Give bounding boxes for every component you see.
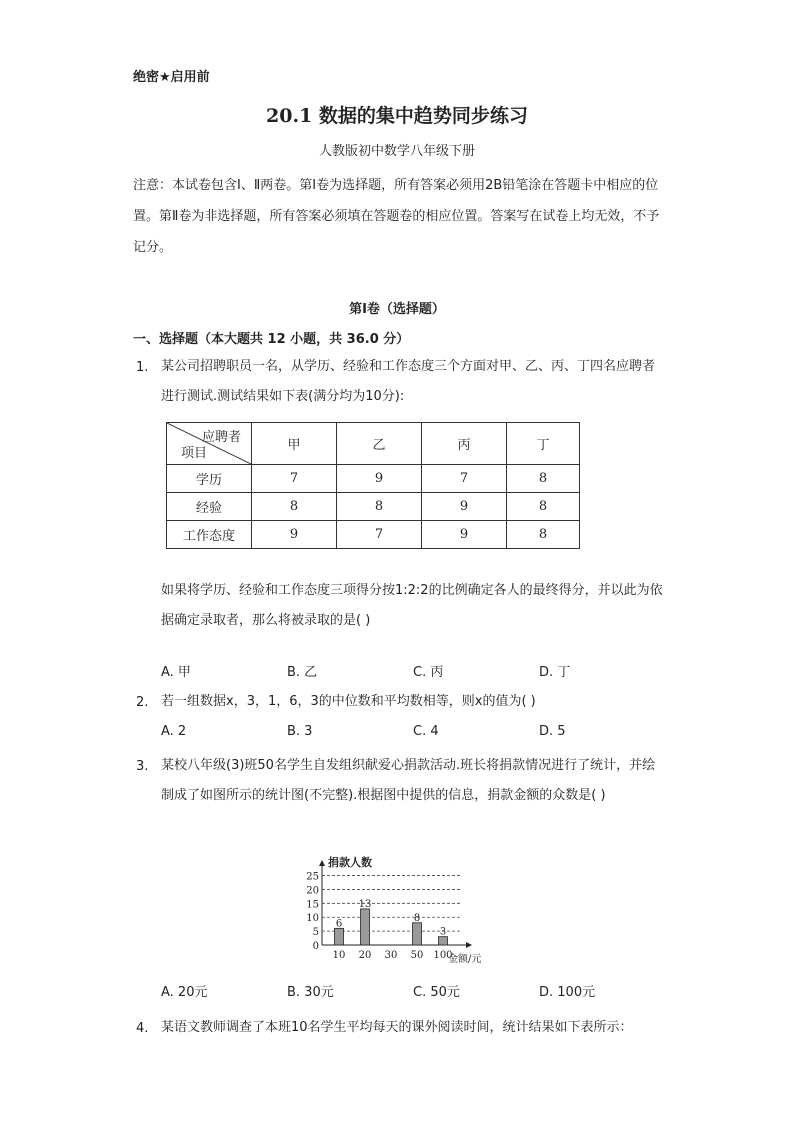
data-label: 13 (358, 898, 372, 910)
table-header: 丙 (422, 423, 507, 465)
bar (439, 937, 448, 945)
table-cell: 7 (252, 465, 337, 493)
question-number: 4. (136, 1021, 149, 1036)
option-a[interactable]: A. 20元 (161, 985, 208, 1000)
table-row (167, 521, 580, 549)
option-c[interactable]: C. 丙 (413, 665, 444, 680)
question-text: 某公司招聘职员一名，从学历、经验和工作态度三个方面对甲、乙、丙、丁四名应聘者进行测试.测试结果如下表(满分均为10分): (161, 359, 656, 404)
table-cell: 8 (252, 493, 337, 521)
y-tick-label: 5 (312, 927, 319, 939)
option-a[interactable]: A. 2 (161, 724, 187, 739)
y-tick-label: 0 (312, 941, 319, 952)
table-header: 甲 (252, 423, 337, 465)
section-title: 第Ⅰ卷（选择题） (349, 302, 445, 317)
score-table (166, 422, 580, 549)
option-c[interactable]: C. 50元 (413, 985, 460, 1000)
x-tick-label: 100 (433, 950, 453, 961)
table-cell: 8 (507, 493, 580, 521)
table-row (167, 465, 580, 493)
data-label: 6 (335, 918, 343, 930)
table-cell: 8 (507, 521, 580, 549)
option-c[interactable]: C. 4 (413, 724, 439, 739)
table-header: 乙 (337, 423, 422, 465)
question-number: 2. (136, 695, 149, 710)
part-title: 一、选择题（本大题共 12 小题，共 36.0 分） (133, 332, 410, 347)
table-cell: 7 (337, 521, 422, 549)
bar (413, 923, 422, 945)
corner-bottom: 项目 (181, 446, 208, 461)
exam-note: 注意：本试卷包含Ⅰ、Ⅱ两卷。第Ⅰ卷为选择题，所有答案必须用2B铅笔涂在答题卡中相应的位置。第Ⅱ卷为非选择题，所有答案必须填在答题卷的相应位置。答案写在试卷上均无效，不予记分。 (133, 178, 660, 255)
option-b[interactable]: B. 3 (287, 724, 313, 739)
x-tick-label: 10 (332, 950, 346, 961)
option-d[interactable]: D. 100元 (539, 985, 596, 1000)
page-title: 20.1 数据的集中趋势同步练习 (266, 105, 528, 127)
bar (335, 928, 344, 945)
y-tick-label: 20 (306, 885, 319, 897)
row-label: 学历 (167, 465, 252, 493)
data-label: 8 (413, 912, 421, 924)
table-cell: 9 (337, 465, 422, 493)
table-cell: 8 (337, 493, 422, 521)
table-cell: 8 (507, 465, 580, 493)
question-text: 某校八年级(3)班50名学生自发组织献爱心捐款活动.班长将捐款情况进行了统计，并绘制成了如图所示的统计图(不完整).根据图中提供的信息，捐款金额的众数是( ) (161, 758, 656, 803)
table-cell: 9 (422, 521, 507, 549)
option-d[interactable]: D. 5 (539, 724, 566, 739)
y-tick-label: 10 (306, 913, 319, 925)
option-a[interactable]: A. 甲 (161, 665, 191, 680)
question-number: 3. (136, 759, 149, 774)
secret-label: 绝密★启用前 (133, 70, 210, 85)
page-subtitle: 人教版初中数学八年级下册 (318, 144, 475, 159)
x-axis-label: 金额/元 (448, 954, 482, 965)
y-tick-label: 15 (306, 899, 319, 911)
table-cell: 9 (422, 493, 507, 521)
table-cell: 7 (422, 465, 507, 493)
question-followup: 如果将学历、经验和工作态度三项得分按1:2:2的比例确定各人的最终得分，并以此为依据确定录取者，那么将被录取的是( ) (161, 583, 663, 628)
question-text: 若一组数据x，3，1，6，3的中位数和平均数相等，则x的值为( ) (161, 694, 536, 709)
question-number: 1. (136, 360, 149, 375)
y-axis-arrow (319, 860, 325, 866)
x-tick-label: 20 (358, 950, 372, 961)
table-row (167, 493, 580, 521)
option-b[interactable]: B. 乙 (287, 665, 318, 680)
score-table-wrapper (166, 422, 580, 549)
question-text: 某语文教师调查了本班10名学生平均每天的课外阅读时间，统计结果如下表所示： (161, 1020, 633, 1035)
donation-chart (296, 852, 496, 970)
table-cell: 9 (252, 521, 337, 549)
bar (361, 909, 370, 945)
table-corner (167, 423, 252, 465)
table-header: 丁 (507, 423, 580, 465)
y-axis-label: 捐款人数 (328, 856, 372, 869)
data-label: 3 (439, 926, 447, 938)
x-tick-label: 50 (410, 950, 424, 961)
row-label: 工作态度 (167, 521, 252, 549)
row-label: 经验 (167, 493, 252, 521)
y-tick-label: 25 (306, 871, 319, 883)
x-axis-arrow (466, 942, 472, 948)
option-b[interactable]: B. 30元 (287, 985, 334, 1000)
x-tick-label: 30 (384, 950, 398, 961)
option-d[interactable]: D. 丁 (539, 665, 571, 680)
corner-top: 应聘者 (201, 430, 241, 445)
